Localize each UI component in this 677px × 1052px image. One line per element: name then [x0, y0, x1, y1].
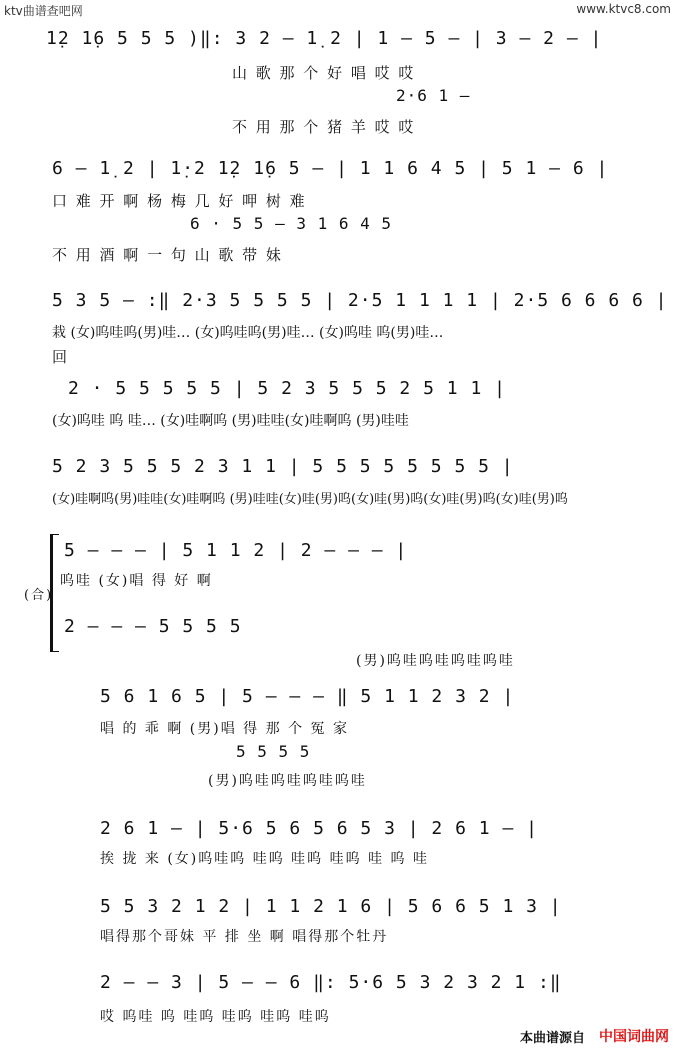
alt-notation-line: 6 · 5 5 — 3 1 6 4 5 [190, 214, 393, 233]
alt-lyric-line: 不 用 酒 啊 一 句 山 歌 带 妹 [52, 246, 283, 264]
lyric-line: 山 歌 那 个 好 唱 哎 哎 [232, 64, 416, 82]
lyric-line-top: 呜哇 (女)唱 得 好 啊 [60, 573, 213, 589]
lyric-line: (女)呜哇 呜 哇… (女)哇啊呜 (男)哇哇(女)哇啊呜 (男)哇哇 [52, 413, 409, 429]
alt-notation-line: 5 5 5 5 [236, 742, 311, 761]
lyric-line: 唱 的 乖 啊 (男)唱 得 那 个 冤 家 [100, 721, 349, 737]
notation-line: 5 2 3 5 5 5 2 3 1 1 | 5 5 5 5 5 5 5 5 | [52, 456, 514, 477]
notation-line: 6 — 1̣ 2 | 1̣·2 1̣2 1̣6 5 — | 1 1 6 4 5 | 5 1 — 6 | [52, 158, 609, 179]
lyric-line-bottom: (男)呜哇呜哇呜哇呜哇 [356, 653, 515, 669]
alt-notation-line: 2·6 1 — [396, 86, 471, 105]
notation-line: 5 6 1 6 5 | 5 — — — ‖ 5 1 1 2 3 2 | [100, 686, 515, 707]
watermark-top-right: www.ktvc8.com [576, 2, 671, 16]
alt-lyric-line: 回 [52, 348, 70, 366]
chorus-label: (合) [24, 588, 54, 603]
notation-line: 2 — — 3 | 5 — — 6 ‖: 5·6 5 3 2 3 2 1 :‖ [100, 972, 562, 993]
notation-line: 2 6 1 — | 5·6 5 6 5 6 5 3 | 2 6 1 — | [100, 818, 538, 839]
watermark-site-name: 中国词曲网 [599, 1029, 669, 1045]
watermark-top-left: ktv曲谱查吧网 [4, 4, 83, 18]
notation-line: 5 3 5 — :‖ 2·3 5 5 5 5 | 2·5 1 1 1 1 | 2·5 6 6 6 6 | [52, 290, 668, 311]
lyric-line: 栽 (女)呜哇呜(男)哇… (女)呜哇呜(男)哇… (女)呜哇 呜(男)哇… [52, 325, 444, 341]
notation-line-top: 5 — — — | 5 1 1 2 | 2 — — — | [64, 540, 408, 561]
notation-line: 2 · 5 5 5 5 5 | 5 2 3 5 5 5 2 5 1 1 | [68, 378, 506, 399]
alt-lyric-line: (男)呜哇呜哇呜哇呜哇 [208, 773, 367, 789]
notation-line: 5 5 3 2 1 2 | 1 1 2 1 6 | 5 6 6 5 1 3 | [100, 896, 562, 917]
watermark-source-label: 本曲谱源自 [519, 1031, 585, 1046]
notation-line-bottom: 2 — — — 5 5 5 5 [64, 616, 242, 637]
lyric-line: 挨 拢 来 (女)呜哇呜 哇呜 哇呜 哇呜 哇 呜 哇 [100, 851, 429, 867]
chorus-brace [50, 534, 59, 652]
lyric-line: 唱得那个哥妹 平 排 坐 啊 唱得那个牡丹 [100, 929, 389, 945]
notation-line: 1̣2 1̣6 5 5 5 )‖: 3 2 — 1̣ 2 | 1 — 5 — | 3 — 2 — | [46, 28, 603, 49]
alt-lyric-line: 不 用 那 个 猪 羊 哎 哎 [232, 118, 416, 136]
lyric-line: 哎 呜哇 呜 哇呜 哇呜 哇呜 哇呜 [100, 1009, 331, 1025]
lyric-line: 口 难 开 啊 杨 梅 几 好 呷 树 难 [52, 192, 307, 210]
lyric-line: (女)哇啊呜(男)哇哇(女)哇啊呜 (男)哇哇(女)哇(男)呜(女)哇(男)呜(女)哇(男)呜(女)哇(男)呜 [52, 492, 568, 507]
